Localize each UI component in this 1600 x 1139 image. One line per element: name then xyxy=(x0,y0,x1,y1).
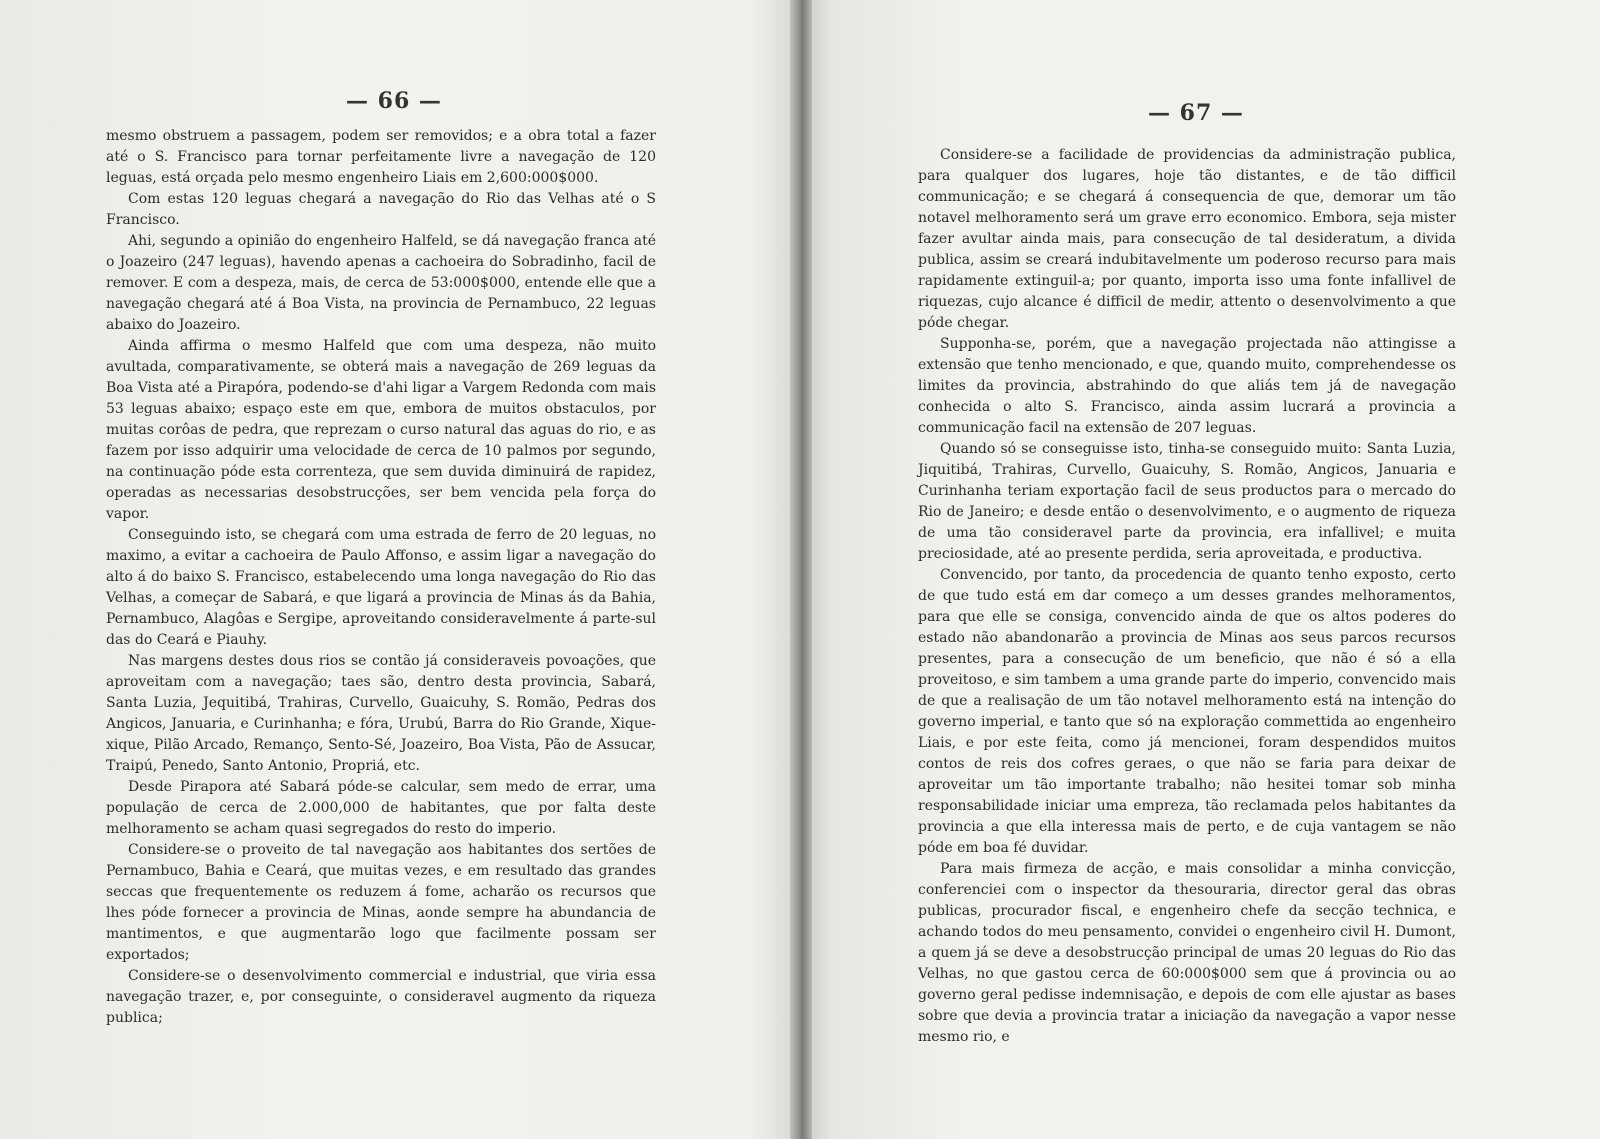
right-page xyxy=(800,0,1600,1139)
page-number-left: — 66 — xyxy=(346,88,442,114)
paragraph: Conseguindo isto, se chegará com uma estrada de ferro de 20 leguas, no maximo, a evitar a cachoeira de Paulo Affonso, e assim ligar a navegação do alto á do baixo S. Francisco, estabelecendo uma longa navegação do Rio das Velhas, a começar de Sabará, e que ligará a provincia de Minas ás da Bahia, Pernambuco, Alagôas e Sergipe, aproveitando consideravelmente á parte-sul das do Ceará e Piauhy. xyxy=(106,527,656,648)
paragraph: Supponha-se, porém, que a navegação projectada não attingisse a extensão que tenho mencionado, e que, quando muito, comprehendesse os limites da provincia, abstrahindo do que aliás tem já de navegação conhecida o alto S. Francisco, ainda assim lucrará a provincia a communicação facil na extensão de 207 leguas. xyxy=(918,336,1456,436)
left-page-text xyxy=(106,126,656,1029)
paragraph: Considere-se o desenvolvimento commercial e industrial, que viria essa navegação trazer, e, por conseguinte, o consideravel augmento da riqueza publica; xyxy=(106,968,656,1026)
right-page-text xyxy=(918,145,1456,1048)
paragraph: Convencido, por tanto, da procedencia de quanto tenho exposto, certo de que tudo está em dar começo a um desses grandes melhoramentos, para que elle se consiga, convencido ainda de que os altos poderes do estado não abandonarão a provincia de Minas aos seus parcos recursos presentes, para a consecução de um beneficio, que não é só a ella proveitoso, e sim tambem a uma grande parte do imperio, convencido mais de que a realisação de um tão notavel melhoramento está na intenção do governo imperial, e tanto que só na exploração commettida ao engenheiro Liais, e por este feita, como já mencionei, foram despendidos muitos contos de reis dos cofres geraes, o que não se faria para deixar de aproveitar um tão importante trabalho; não hesitei tomar sob minha responsabilidade iniciar uma empreza, tão reclamada pelos habitantes da provincia a que ella interessa mais de perto, e de cuja vantagem se não póde em boa fé duvidar. xyxy=(918,567,1456,856)
paragraph: Ainda affirma o mesmo Halfeld que com uma despeza, não muito avultada, comparativamente, se obterá mais a navegação de 269 leguas da Boa Vista até a Pirapóra, podendo-se d'ahi ligar a Vargem Redonda com mais 53 leguas abaixo; espaço este em que, embora de muitos obstaculos, por muitas corôas de pedra, que reprezam o curso natural das aguas do rio, e as fazem por isso adquirir uma velocidade de cerca de 10 palmos por segundo, na continuação póde esta correnteza, que sem duvida diminuirá de rapidez, operadas as necessarias desobstrucções, ser bem vencida pela força do vapor. xyxy=(106,338,656,522)
paragraph: Desde Pirapora até Sabará póde-se calcular, sem medo de errar, uma população de cerca de 2.000,000 de habitantes, que por falta deste melhoramento se acham quasi segregados do resto do imperio. xyxy=(106,779,656,837)
paragraph: Nas margens destes dous rios se contão já consideraveis povoações, que aproveitam com a navegação; taes são, dentro desta provincia, Sabará, Santa Luzia, Jequitibá, Trahiras, Curvello, Guaicuhy, S. Romão, Pedras dos Angicos, Januaria, e Curinhanha; e fóra, Urubú, Barra do Rio Grande, Xique-xique, Pilão Arcado, Remanço, Sento-Sé, Joazeiro, Boa Vista, Pão de Assucar, Traipú, Penedo, Santo Antonio, Propriá, etc. xyxy=(106,653,656,774)
book-gutter xyxy=(790,0,812,1139)
paragraph: Ahi, segundo a opinião do engenheiro Halfeld, se dá navegação franca até o Joazeiro (247 leguas), havendo apenas a cachoeira do Sobradinho, facil de remover. E com a despeza, mais, de cerca de 53:000$000, entende elle que a navegação chegará até á Boa Vista, na provincia de Pernambuco, 22 leguas abaixo do Joazeiro. xyxy=(106,233,656,333)
paragraph: Quando só se conseguisse isto, tinha-se conseguido muito: Santa Luzia, Jiquitibá, Trahiras, Curvello, Guaicuhy, S. Romão, Angicos, Januaria e Curinhanha teriam exportação facil de seus productos para o mercado do Rio de Janeiro; e desde então o desenvolvimento, e o augmento de riqueza de uma tão consideravel parte da provincia, era infallivel; e muita preciosidade, até ao presente perdida, seria aproveitada, e productiva. xyxy=(918,441,1456,562)
paragraph: Considere-se o proveito de tal navegação aos habitantes dos sertões de Pernambuco, Bahia e Ceará, que muitas vezes, e em resultado das grandes seccas que frequentemente os reduzem á fome, acharão os recursos que lhes póde fornecer a provincia de Minas, aonde sempre ha abundancia de mantimentos, e que augmentarão logo que facilmente possam ser exportados; xyxy=(106,842,656,963)
paragraph: Com estas 120 leguas chegará a navegação do Rio das Velhas até o S Francisco. xyxy=(106,191,656,228)
paragraph: Considere-se a facilidade de providencias da administração publica, para qualquer dos lugares, hoje tão distantes, e de tão difficil communicação; e se chegará á consequencia de que, demorar um tão notavel melhoramento será um grave erro economico. Embora, seja mister fazer avultar ainda mais, para consecução de tal desideratum, a divida publica, assim se creará indubitavelmente um poderoso recurso para mais rapidamente extinguil-a; por quanto, importa isso uma fonte infallivel de riquezas, cujo alcance é difficil de medir, attento o desenvolvimento a que póde chegar. xyxy=(918,147,1456,331)
paragraph: Para mais firmeza de acção, e mais consolidar a minha convicção, conferenciei com o inspector da thesouraria, director geral das obras publicas, procurador fiscal, e engenheiro chefe da secção technica, e achando todos do meu pensamento, convidei o engenheiro civil H. Dumont, a quem já se deve a desobstrucção principal de umas 20 leguas do Rio das Velhas, no que gastou cerca de 60:000$000 sem que á provincia ou ao governo geral pedisse indemnisação, e depois de com elle ajustar as bases sobre que devia a provincia tratar a iniciação da navegação a vapor nesse mesmo rio, e xyxy=(918,861,1456,1045)
paragraph: mesmo obstruem a passagem, podem ser removidos; e a obra total a fazer até o S. Francisco para tornar perfeitamente livre a navegação de 120 leguas, está orçada pelo mesmo engenheiro Liais em 2,600:000$000. xyxy=(106,128,656,186)
page-number-right: — 67 — xyxy=(1148,100,1244,126)
